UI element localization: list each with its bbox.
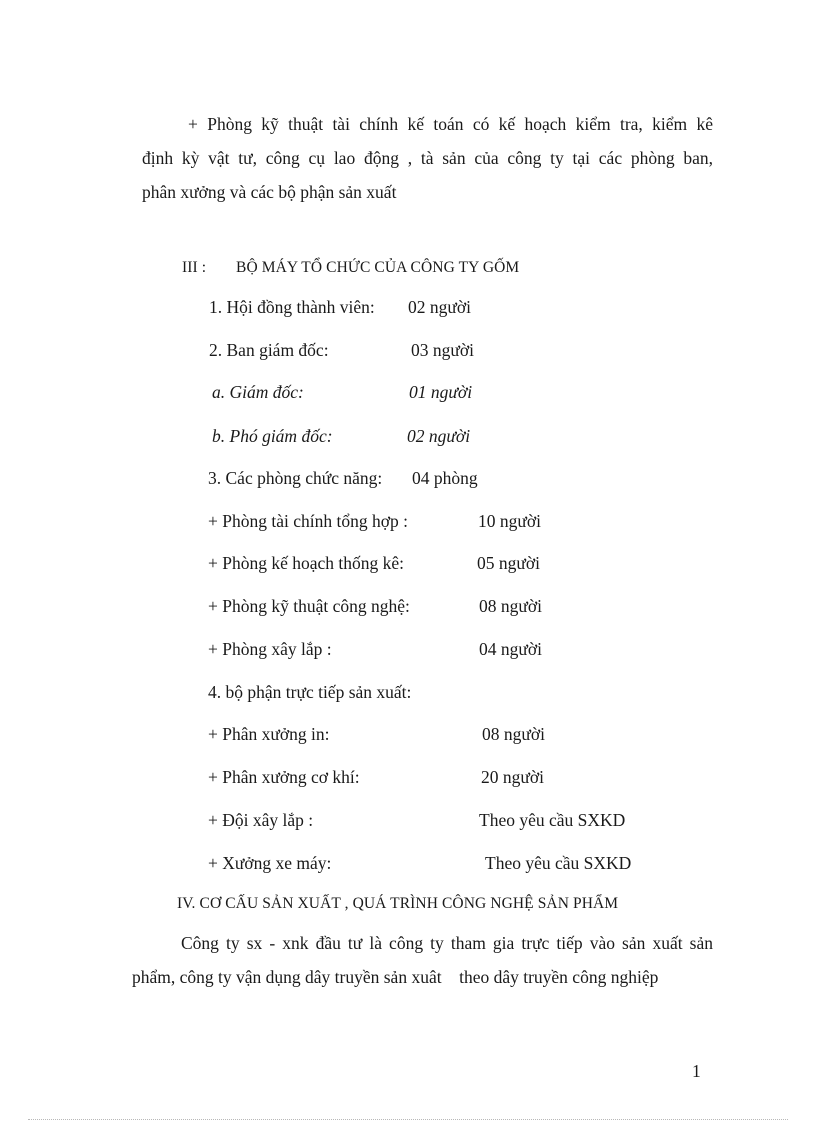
item-label-director: a. Giám đốc:	[212, 382, 304, 402]
intro-paragraph	[142, 107, 713, 209]
item-label-planning-dept: + Phòng kế hoạch thống kê:	[208, 553, 405, 573]
item-value-board: 02 người	[408, 297, 471, 317]
item-label-finance-dept: + Phòng tài chính tổng hợp :	[208, 511, 408, 531]
footer-divider	[28, 1119, 788, 1120]
item-label-motorbike-workshop: + Xưởng xe máy:	[208, 853, 332, 873]
item-value-print-workshop: 08 người	[482, 724, 545, 744]
item-label-print-workshop: + Phân xưởng in:	[208, 724, 330, 744]
intro-line-3: phân xưởng và các bộ phận sản xuất	[142, 182, 397, 202]
item-label-production-units: 4. bộ phận trực tiếp sản xuất:	[208, 682, 412, 702]
item-value-finance-dept: 10 người	[478, 511, 541, 531]
page-number: 1	[692, 1061, 701, 1081]
section-4-title: IV. CƠ CẤU SẢN XUẤT , QUÁ TRÌNH CÔNG NGHỆ SẢN PHẨM	[177, 895, 619, 912]
section-3-title: BỘ MÁY TỔ CHỨC CỦA CÔNG TY GỐM	[236, 259, 520, 276]
section-4-line-1: Công ty sx - xnk đầu tư là công ty tham gia trực tiếp vào sản xuất sản	[181, 933, 713, 953]
item-value-motorbike-workshop: Theo yêu cầu SXKD	[485, 853, 632, 873]
item-value-technical-dept: 08 người	[479, 596, 542, 616]
item-label-functional-departments: 3. Các phòng chức năng:	[208, 468, 383, 488]
item-value-mechanical-workshop: 20 người	[481, 767, 544, 787]
item-label-board: 1. Hội đồng thành viên:	[209, 297, 375, 317]
item-label-mechanical-workshop: + Phân xưởng cơ khí:	[208, 767, 360, 787]
item-label-technical-dept: + Phòng kỹ thuật công nghệ:	[208, 596, 410, 616]
section-4-paragraph	[132, 926, 713, 994]
section-3-number: III :	[182, 259, 207, 276]
item-label-deputy-director: b. Phó giám đốc:	[212, 426, 333, 446]
item-value-functional-departments: 04 phòng	[412, 468, 478, 488]
intro-line-2: định kỳ vật tư, công cụ lao động , tà sản của công ty tại các phòng ban,	[142, 148, 713, 168]
item-label-construction-team: + Đội xây lắp :	[208, 810, 314, 830]
item-value-construction-team: Theo yêu cầu SXKD	[479, 810, 626, 830]
item-value-director: 01 người	[409, 382, 473, 402]
item-label-management: 2. Ban giám đốc:	[209, 340, 329, 360]
item-value-planning-dept: 05 người	[477, 553, 540, 573]
item-value-construction-dept: 04 người	[479, 639, 542, 659]
item-value-management: 03 người	[411, 340, 474, 360]
item-label-construction-dept: + Phòng xây lắp :	[208, 639, 332, 659]
section-4-line-2: phẩm, công ty vận dụng dây truyền sản xuât theo dây truyền công nghiệp	[132, 967, 659, 987]
intro-line-1: + Phòng kỹ thuật tài chính kế toán có kế hoạch kiểm tra, kiểm kê	[188, 114, 713, 134]
item-value-deputy-director: 02 người	[407, 426, 471, 446]
